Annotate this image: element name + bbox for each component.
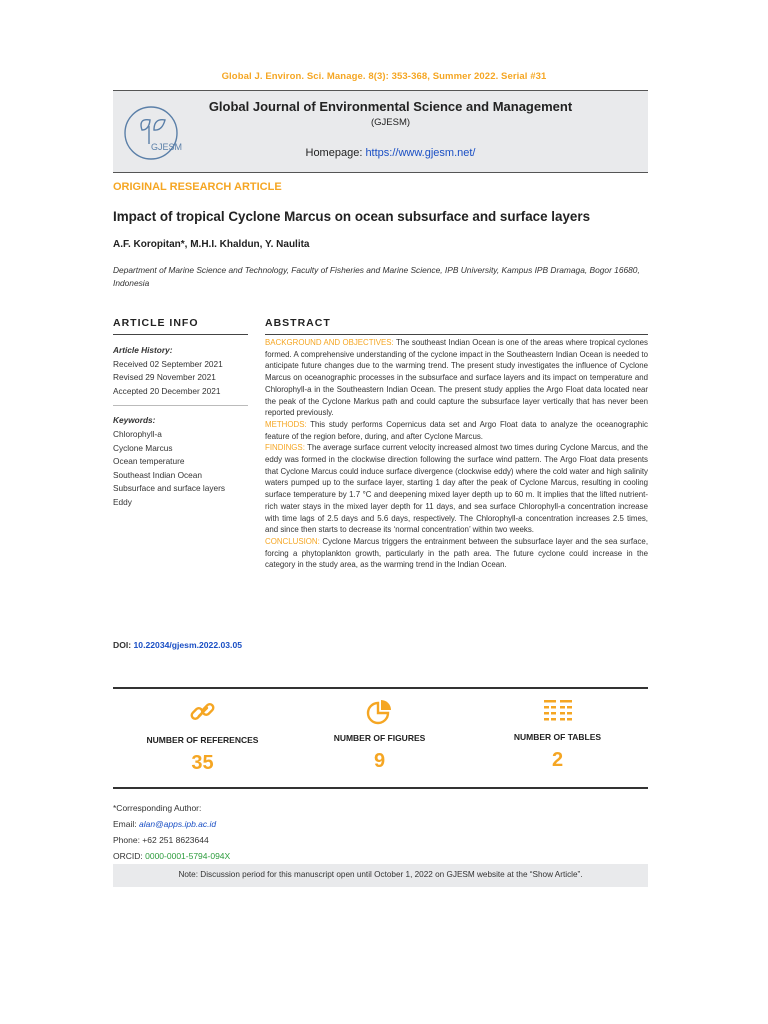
- orcid-label: ORCID:: [113, 851, 146, 861]
- abstract-background: [265, 337, 648, 419]
- methods-label: METHODS:: [265, 419, 311, 429]
- stat-references: [135, 697, 270, 775]
- article-info-panel: [113, 344, 248, 510]
- orcid-link[interactable]: 0000-0001-5794-094X: [145, 851, 231, 861]
- article-info-rule: [113, 334, 248, 335]
- stat-figures: [312, 697, 447, 773]
- background-text: The southeast Indian Ocean is one of the areas where tropical cyclones formed. A comprehensive understanding of the cyclone impact in the Southeastern Indian Ocean is needed to anticipate future changes due to the warming trend. The present study investigates the influence of Cyclone Marcus on oceanographic processes in the subsurface and surface layers and its impact on temperature and Chlorophyll-a in the Southeastern Indian Ocean. The present study applies the Argo Float data located near the peak of the Cyclone Markus path and could capture the subsurface layer vertically that has never been reported previously.: [265, 338, 648, 418]
- abstract-findings: [265, 442, 648, 536]
- keyword: Ocean temperature: [113, 456, 185, 467]
- article-info-heading: ARTICLE INFO: [113, 317, 199, 329]
- findings-text: The average surface current velocity increased almost two times during Cyclone Marcus, and the eddy was formed in the clockwise direction following the surface wind pattern. The Argo Float data presents that Cyclone Marcus could induce surface divergence (clockwise eddy) where the cold water and high salinity waters pumped up to the surface layer, starting 1 day after the peak of Cyclone Marcus, resulting in cooling surface temperature by 1.7 °C and deepening mixed layer depth up to 60 m. It implies that the lifted nutrient-rich water stays in the mixed layer depth for 11 days, and sea surface Chlorophyll-a concentration increase with time lags of 2.5 days and 5.6 days, respectively. The Chlorophyll-a concentration increases 2.5 times, and since then starts to decrease its ‘normal concentration’ within two weeks.: [265, 443, 648, 535]
- phone-line: Phone: +62 251 8623644: [113, 835, 209, 845]
- abstract-methods: [265, 419, 648, 442]
- author-affiliation: Department of Marine Science and Technology, Faculty of Fisheries and Marine Science, IPB University, Kampus IPB Dramaga, Bogor 16680, Indonesia: [113, 265, 640, 288]
- doi-label: DOI:: [113, 640, 134, 650]
- tables-count: 2: [551, 749, 564, 771]
- revised-date: Revised 29 November 2021: [113, 372, 216, 383]
- accepted-date: Accepted 20 December 2021: [113, 385, 221, 396]
- references-label: NUMBER OF REFERENCES: [146, 735, 259, 745]
- article-title: Impact of tropical Cyclone Marcus on ocean subsurface and surface layers: [113, 209, 591, 224]
- stat-tables: [490, 697, 625, 772]
- pie-chart-icon: [365, 697, 395, 727]
- homepage-label: Homepage:: [305, 147, 366, 159]
- link-icon: [188, 697, 218, 727]
- logo-text: GJESM: [151, 142, 183, 152]
- journal-header: [113, 90, 648, 173]
- email-link[interactable]: alan@apps.ipb.ac.id: [138, 819, 217, 829]
- keywords-label: Keywords:: [113, 415, 156, 426]
- findings-label: FINDINGS:: [265, 443, 308, 453]
- doi-line: [113, 640, 242, 650]
- article-authors: A.F. Koropitan*, M.H.I. Khaldun, Y. Naulita: [113, 239, 310, 250]
- discussion-note: Note: Discussion period for this manuscript open until October 1, 2022 on GJESM website at the “Show Article”.: [113, 864, 648, 887]
- keyword: Southeast Indian Ocean: [113, 469, 203, 480]
- figures-label: NUMBER OF FIGURES: [333, 733, 426, 743]
- abstract-heading: ABSTRACT: [265, 317, 331, 329]
- conclusion-label: CONCLUSION:: [265, 536, 323, 546]
- background-label: BACKGROUND AND OBJECTIVES:: [265, 338, 396, 347]
- keyword: Subsurface and surface layers: [113, 483, 226, 494]
- article-type: ORIGINAL RESEARCH ARTICLE: [113, 181, 282, 193]
- homepage-line: [113, 147, 648, 159]
- received-date: Received 02 September 2021: [113, 358, 223, 369]
- journal-name: Global Journal of Environmental Science and Management: [208, 99, 573, 114]
- methods-text: This study performs Copernicus data set and Argo Float data to analyze the oceanographic feature of the region before, during, and after Cyclone Marcus.: [265, 419, 648, 441]
- email-line: [113, 816, 230, 832]
- tables-label: NUMBER OF TABLES: [513, 732, 602, 742]
- abstract-conclusion: [265, 536, 648, 571]
- stats-top-rule: [113, 687, 648, 689]
- keyword: Eddy: [113, 496, 132, 507]
- doi-link[interactable]: 10.22034/gjesm.2022.03.05: [133, 640, 242, 650]
- table-icon: [542, 697, 574, 727]
- journal-citation: Global J. Environ. Sci. Manage. 8(3): 353-368, Summer 2022. Serial #31: [221, 71, 547, 82]
- abstract-body: [265, 337, 648, 571]
- keyword: Cyclone Marcus: [113, 442, 173, 453]
- stats-bottom-rule: [113, 787, 648, 789]
- email-label: Email:: [113, 819, 139, 829]
- info-divider: [113, 405, 248, 406]
- history-label: Article History:: [113, 345, 173, 355]
- abstract-rule: [265, 334, 648, 335]
- corresponding-heading: *Corresponding Author:: [113, 803, 202, 813]
- homepage-link[interactable]: https://www.gjesm.net/: [365, 147, 476, 159]
- orcid-line: [113, 848, 230, 864]
- journal-abbreviation: (GJESM): [370, 117, 411, 128]
- keyword: Chlorophyll-a: [113, 428, 162, 439]
- references-count: 35: [191, 752, 214, 774]
- corresponding-author-block: [113, 800, 230, 864]
- figures-count: 9: [373, 750, 386, 772]
- conclusion-text: Cyclone Marcus triggers the entrainment between the subsurface layer and the sea surface, forcing a phytoplankton growth, particularly in the path area. The future cyclone could increase in the category in the study area, as the warming trend in the Indian Ocean.: [265, 536, 649, 570]
